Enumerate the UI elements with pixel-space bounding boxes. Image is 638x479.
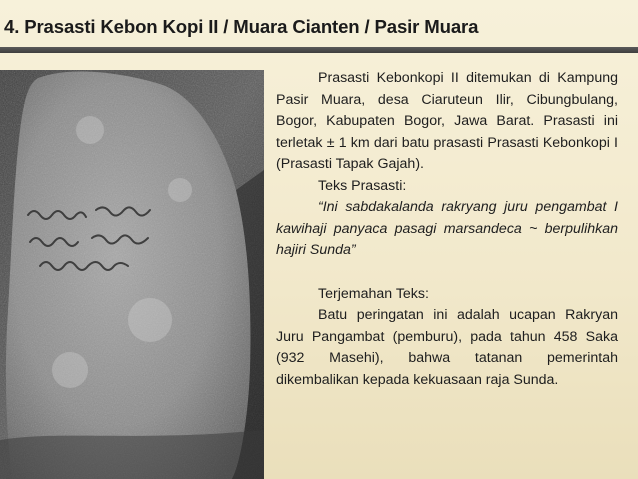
description-text-box (276, 68, 618, 478)
inscription-stone-photo (0, 70, 264, 479)
title-divider-bar (0, 47, 638, 53)
teks-prasasti-body: “Ini sabdakalanda rakryang juru pengambat I kawihaji panyaca pasagi marsandeca ~ berpulihkan hajiri Sunda” (276, 199, 618, 258)
slide-title: 4. Prasasti Kebon Kopi II / Muara Cianten / Pasir Muara (4, 16, 479, 37)
terjemahan-body: Batu peringatan ini adalah ucapan Rakryan Juru Pangambat (pemburu), pada tahun 458 Saka (932 Masehi), bahwa tatanan pemerintah dikembalikan kepada kekuasaan raja Sunda. (276, 307, 618, 388)
intro-paragraph: Prasasti Kebonkopi II ditemukan di Kampung Pasir Muara, desa Ciaruteun Ilir, Cibungbulang, Bogor, Kabupaten Bogor, Jawa Barat. Prasasti ini terletak ± 1 km dari batu prasasti Prasasti Kebonkopi I (Prasasti Tapak Gajah). (276, 70, 618, 172)
stone-photo-graphic (0, 70, 264, 479)
teks-prasasti-heading: Teks Prasasti: (318, 177, 407, 194)
terjemahan-heading: Terjemahan Teks: (318, 285, 429, 302)
paragraph-spacer (276, 262, 618, 284)
